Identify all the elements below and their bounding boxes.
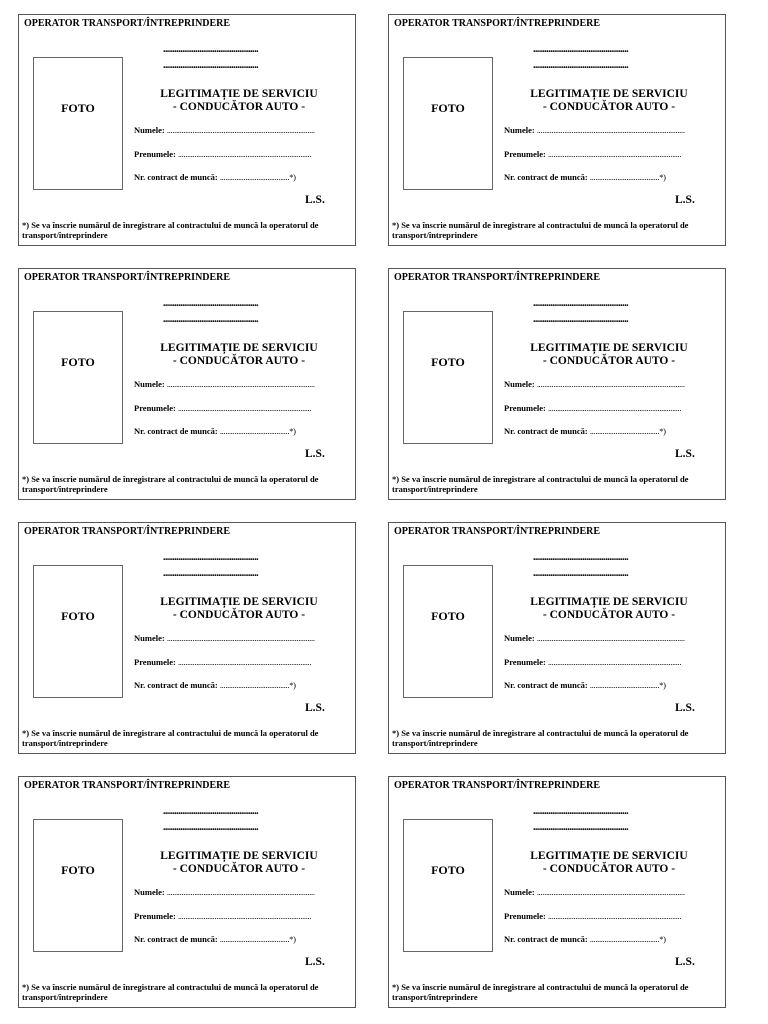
firstname-field: [504, 403, 708, 413]
photo-label: FOTO: [61, 609, 95, 623]
contract-label: Nr. contract de muncă:: [134, 426, 218, 436]
name-fill: .................................................................................: [166, 887, 315, 897]
contract-label: Nr. contract de muncă:: [504, 172, 588, 182]
dotted-line-operator-address: ..................................................: [163, 61, 259, 71]
contract-fill: ......................................*): [219, 426, 296, 436]
firstname-fill: .........................................................................: [547, 403, 682, 413]
name-field: [134, 887, 338, 897]
card-subtitle: - CONDUCĂTOR AUTO -: [542, 101, 676, 113]
firstname-label: Prenumele:: [504, 149, 546, 159]
operator-header: OPERATOR TRANSPORT/ÎNTREPRINDERE: [24, 272, 231, 283]
name-label: Numele:: [134, 633, 165, 643]
id-card: [18, 14, 356, 246]
photo-label: FOTO: [431, 863, 465, 877]
name-label: Numele:: [134, 379, 165, 389]
operator-header: OPERATOR TRANSPORT/ÎNTREPRINDERE: [394, 780, 601, 791]
photo-box: [403, 311, 493, 444]
name-fill: .................................................................................: [166, 125, 315, 135]
card-title: LEGITIMAȚIE DE SERVICIU: [160, 596, 318, 608]
dotted-line-operator-name: ..................................................: [533, 45, 629, 55]
contract-field: [134, 680, 344, 690]
dotted-line-operator-name: ..................................................: [163, 553, 259, 563]
dotted-line-operator-address: ..................................................: [533, 569, 629, 579]
name-label: Numele:: [504, 633, 535, 643]
dotted-line-operator-name: ..................................................: [163, 807, 259, 817]
firstname-field: [134, 911, 338, 921]
id-card: [388, 268, 726, 500]
id-card: [18, 268, 356, 500]
dotted-line-operator-name: ..................................................: [163, 299, 259, 309]
card-title: LEGITIMAȚIE DE SERVICIU: [530, 596, 688, 608]
contract-label: Nr. contract de muncă:: [134, 172, 218, 182]
photo-box: [33, 311, 123, 444]
firstname-fill: .........................................................................: [177, 149, 312, 159]
firstname-label: Prenumele:: [504, 403, 546, 413]
card-subtitle: - CONDUCĂTOR AUTO -: [542, 863, 676, 875]
operator-header: OPERATOR TRANSPORT/ÎNTREPRINDERE: [394, 526, 601, 537]
stamp-placeholder: L.S.: [675, 194, 695, 206]
contract-label: Nr. contract de muncă:: [504, 934, 588, 944]
contract-fill: ......................................*): [219, 172, 296, 182]
contract-field: [504, 172, 714, 182]
footnote: *) Se va înscrie numărul de înregistrare al contractului de muncă la operatorul de transport/întreprindere: [22, 728, 319, 748]
photo-box: [403, 819, 493, 952]
footnote: *) Se va înscrie numărul de înregistrare al contractului de muncă la operatorul de transport/întreprindere: [22, 474, 319, 494]
contract-label: Nr. contract de muncă:: [504, 426, 588, 436]
id-card: [18, 776, 356, 1008]
firstname-fill: .........................................................................: [547, 149, 682, 159]
card-title: LEGITIMAȚIE DE SERVICIU: [160, 850, 318, 862]
id-card: [388, 522, 726, 754]
photo-box: [403, 57, 493, 190]
stamp-placeholder: L.S.: [305, 194, 325, 206]
firstname-label: Prenumele:: [504, 657, 546, 667]
contract-label: Nr. contract de muncă:: [134, 934, 218, 944]
contract-fill: ......................................*): [589, 426, 666, 436]
photo-label: FOTO: [61, 355, 95, 369]
firstname-field: [134, 149, 338, 159]
dotted-line-operator-name: ..................................................: [533, 807, 629, 817]
card-title: LEGITIMAȚIE DE SERVICIU: [160, 88, 318, 100]
firstname-fill: .........................................................................: [177, 403, 312, 413]
operator-header: OPERATOR TRANSPORT/ÎNTREPRINDERE: [24, 526, 231, 537]
firstname-field: [504, 911, 708, 921]
operator-header: OPERATOR TRANSPORT/ÎNTREPRINDERE: [24, 18, 231, 29]
photo-label: FOTO: [61, 101, 95, 115]
card-subtitle: - CONDUCĂTOR AUTO -: [172, 609, 306, 621]
name-fill: .................................................................................: [166, 633, 315, 643]
name-field: [504, 887, 708, 897]
photo-box: [403, 565, 493, 698]
firstname-label: Prenumele:: [134, 657, 176, 667]
name-label: Numele:: [504, 125, 535, 135]
stamp-placeholder: L.S.: [305, 448, 325, 460]
contract-field: [134, 426, 344, 436]
dotted-line-operator-address: ..................................................: [163, 823, 259, 833]
name-field: [134, 379, 338, 389]
photo-box: [33, 819, 123, 952]
name-fill: .................................................................................: [536, 379, 685, 389]
contract-field: [134, 172, 344, 182]
firstname-fill: .........................................................................: [177, 657, 312, 667]
name-label: Numele:: [134, 125, 165, 135]
card-title: LEGITIMAȚIE DE SERVICIU: [160, 342, 318, 354]
dotted-line-operator-address: ..................................................: [163, 569, 259, 579]
firstname-label: Prenumele:: [134, 149, 176, 159]
id-card: [388, 776, 726, 1008]
name-fill: .................................................................................: [536, 633, 685, 643]
contract-fill: ......................................*): [589, 172, 666, 182]
photo-label: FOTO: [431, 355, 465, 369]
name-field: [504, 633, 708, 643]
photo-label: FOTO: [431, 101, 465, 115]
stamp-placeholder: L.S.: [675, 448, 695, 460]
card-title: LEGITIMAȚIE DE SERVICIU: [530, 850, 688, 862]
card-title: LEGITIMAȚIE DE SERVICIU: [530, 342, 688, 354]
contract-label: Nr. contract de muncă:: [134, 680, 218, 690]
name-fill: .................................................................................: [536, 125, 685, 135]
operator-header: OPERATOR TRANSPORT/ÎNTREPRINDERE: [394, 18, 601, 29]
id-card: [388, 14, 726, 246]
photo-label: FOTO: [431, 609, 465, 623]
dotted-line-operator-address: ..................................................: [163, 315, 259, 325]
card-subtitle: - CONDUCĂTOR AUTO -: [172, 863, 306, 875]
photo-box: [33, 565, 123, 698]
card-subtitle: - CONDUCĂTOR AUTO -: [172, 101, 306, 113]
firstname-label: Prenumele:: [504, 911, 546, 921]
name-fill: .................................................................................: [536, 887, 685, 897]
id-card: [18, 522, 356, 754]
contract-field: [134, 934, 344, 944]
photo-box: [33, 57, 123, 190]
name-field: [504, 125, 708, 135]
firstname-field: [134, 657, 338, 667]
card-subtitle: - CONDUCĂTOR AUTO -: [542, 355, 676, 367]
stamp-placeholder: L.S.: [675, 956, 695, 968]
firstname-label: Prenumele:: [134, 911, 176, 921]
stamp-placeholder: L.S.: [675, 702, 695, 714]
firstname-field: [504, 149, 708, 159]
contract-fill: ......................................*): [589, 680, 666, 690]
footnote: *) Se va înscrie numărul de înregistrare al contractului de muncă la operatorul de transport/întreprindere: [392, 728, 689, 748]
footnote: *) Se va înscrie numărul de înregistrare al contractului de muncă la operatorul de transport/întreprindere: [392, 982, 689, 1002]
firstname-field: [504, 657, 708, 667]
contract-label: Nr. contract de muncă:: [504, 680, 588, 690]
name-label: Numele:: [504, 887, 535, 897]
dotted-line-operator-name: ..................................................: [533, 553, 629, 563]
contract-field: [504, 426, 714, 436]
footnote: *) Se va înscrie numărul de înregistrare al contractului de muncă la operatorul de transport/întreprindere: [392, 474, 689, 494]
dotted-line-operator-address: ..................................................: [533, 315, 629, 325]
firstname-fill: .........................................................................: [547, 657, 682, 667]
footnote: *) Se va înscrie numărul de înregistrare al contractului de muncă la operatorul de transport/întreprindere: [22, 220, 319, 240]
stamp-placeholder: L.S.: [305, 956, 325, 968]
operator-header: OPERATOR TRANSPORT/ÎNTREPRINDERE: [394, 272, 601, 283]
card-title: LEGITIMAȚIE DE SERVICIU: [530, 88, 688, 100]
name-label: Numele:: [134, 887, 165, 897]
firstname-fill: .........................................................................: [547, 911, 682, 921]
operator-header: OPERATOR TRANSPORT/ÎNTREPRINDERE: [24, 780, 231, 791]
footnote: *) Se va înscrie numărul de înregistrare al contractului de muncă la operatorul de transport/întreprindere: [22, 982, 319, 1002]
dotted-line-operator-address: ..................................................: [533, 823, 629, 833]
dotted-line-operator-name: ..................................................: [533, 299, 629, 309]
dotted-line-operator-address: ..................................................: [533, 61, 629, 71]
card-subtitle: - CONDUCĂTOR AUTO -: [542, 609, 676, 621]
dotted-line-operator-name: ..................................................: [163, 45, 259, 55]
contract-fill: ......................................*): [589, 934, 666, 944]
firstname-fill: .........................................................................: [177, 911, 312, 921]
firstname-label: Prenumele:: [134, 403, 176, 413]
contract-field: [504, 934, 714, 944]
name-fill: .................................................................................: [166, 379, 315, 389]
contract-fill: ......................................*): [219, 680, 296, 690]
name-field: [134, 633, 338, 643]
photo-label: FOTO: [61, 863, 95, 877]
card-subtitle: - CONDUCĂTOR AUTO -: [172, 355, 306, 367]
name-field: [134, 125, 338, 135]
stamp-placeholder: L.S.: [305, 702, 325, 714]
firstname-field: [134, 403, 338, 413]
name-field: [504, 379, 708, 389]
name-label: Numele:: [504, 379, 535, 389]
footnote: *) Se va înscrie numărul de înregistrare al contractului de muncă la operatorul de transport/întreprindere: [392, 220, 689, 240]
contract-fill: ......................................*): [219, 934, 296, 944]
contract-field: [504, 680, 714, 690]
